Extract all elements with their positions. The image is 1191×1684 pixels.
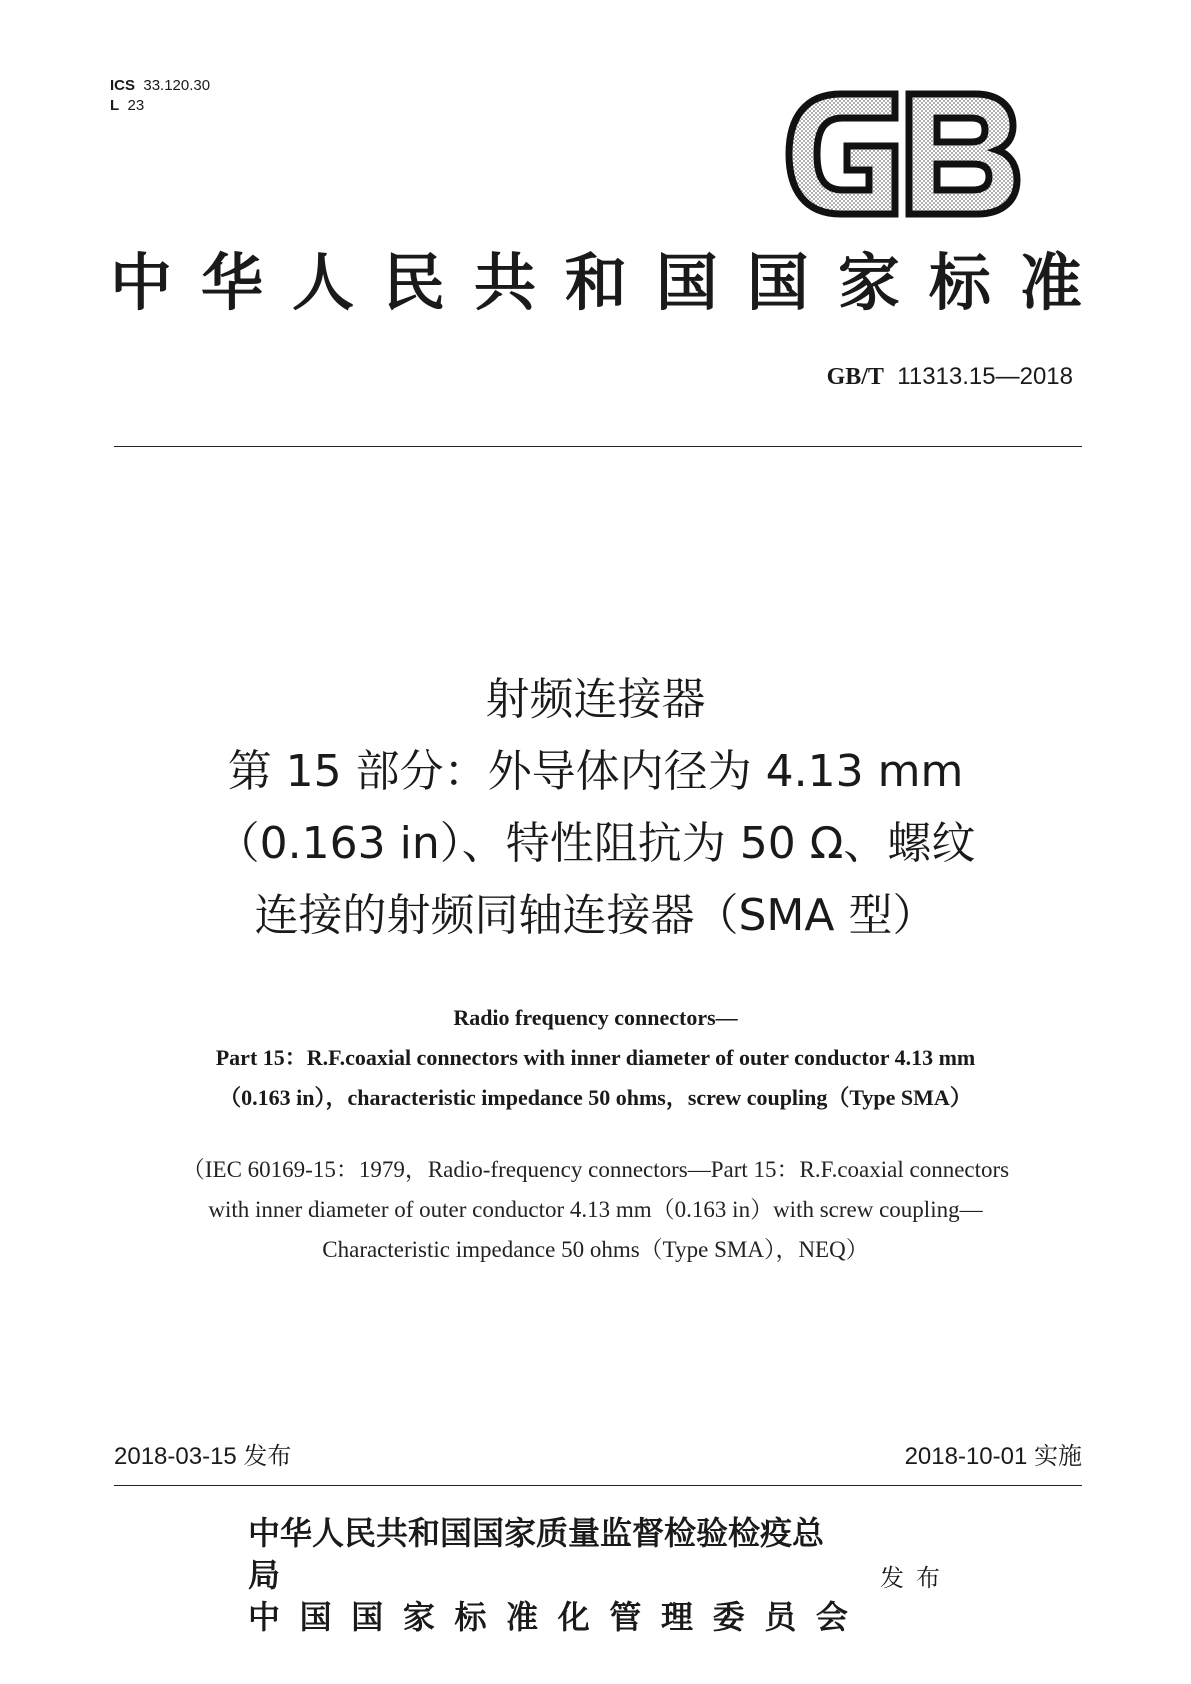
issuer-char: 国 bbox=[351, 1598, 384, 1636]
issuer-char: 准 bbox=[506, 1598, 539, 1636]
issuer-char: 管 bbox=[609, 1598, 642, 1636]
gb-logo-graphic bbox=[783, 88, 1021, 220]
country-standard-title bbox=[110, 248, 1082, 318]
implementation-date: 2018-10-01 实施 bbox=[904, 1443, 1082, 1470]
standard-number-prefix: GB/T bbox=[826, 364, 884, 390]
ccs-value: 23 bbox=[127, 97, 145, 114]
issuer-char: 标 bbox=[454, 1598, 487, 1636]
issue-date: 2018-03-15 发布 bbox=[114, 1443, 292, 1470]
title-char: 华 bbox=[200, 246, 263, 319]
english-title bbox=[0, 998, 1191, 1118]
chinese-title-line-1: 射频连接器 bbox=[485, 674, 706, 725]
title-char: 国 bbox=[746, 246, 809, 319]
title-char: 国 bbox=[655, 246, 718, 319]
standard-number bbox=[827, 362, 1073, 392]
issuer-char: 化 bbox=[557, 1598, 590, 1636]
gb-logo bbox=[783, 88, 1021, 220]
issuer-char: 中 bbox=[248, 1598, 281, 1636]
issuer-char: 家 bbox=[402, 1598, 435, 1636]
iec-reference-line-1: （IEC 60169-15：1979，Radio-frequency connectors—Part 15：R.F.coaxial connectors bbox=[181, 1157, 1010, 1182]
iec-reference-line-2: with inner diameter of outer conductor 4.13 mm（0.163 in）with screw coupling— bbox=[208, 1197, 983, 1222]
ics-code bbox=[110, 76, 210, 96]
english-title-line-2: Part 15：R.F.coaxial connectors with inner diameter of outer conductor 4.13 mm bbox=[215, 1045, 976, 1070]
chinese-title-line-2: 第 15 部分：外导体内径为 4.13 mm bbox=[227, 746, 964, 797]
title-char: 和 bbox=[564, 246, 627, 319]
ccs-label: L bbox=[110, 97, 120, 114]
issuer-char: 会 bbox=[815, 1598, 848, 1636]
header-divider bbox=[114, 446, 1082, 447]
iec-reference bbox=[0, 1150, 1191, 1270]
ccs-code bbox=[110, 96, 210, 116]
date-row bbox=[114, 1442, 1082, 1472]
issuer-char: 委 bbox=[712, 1598, 745, 1636]
title-char: 共 bbox=[473, 246, 536, 319]
title-char: 家 bbox=[837, 246, 900, 319]
classification-codes bbox=[110, 76, 210, 116]
chinese-title bbox=[0, 664, 1191, 952]
english-title-line-1: Radio frequency connectors— bbox=[453, 1005, 738, 1030]
issuer-char: 理 bbox=[661, 1598, 694, 1636]
ics-value: 33.120.30 bbox=[143, 77, 211, 94]
title-char: 民 bbox=[382, 246, 445, 319]
chinese-title-line-4: 连接的射频同轴连接器（SMA 型） bbox=[254, 890, 937, 941]
title-char: 人 bbox=[291, 246, 354, 319]
title-char: 标 bbox=[928, 246, 991, 319]
issuer-char: 员 bbox=[764, 1598, 797, 1636]
iec-reference-line-3: Characteristic impedance 50 ohms（Type SMA），NEQ） bbox=[322, 1237, 869, 1262]
issuer-char: 国 bbox=[299, 1598, 332, 1636]
title-char: 中 bbox=[110, 246, 173, 319]
standard-number-value: 11313.15—2018 bbox=[897, 363, 1073, 390]
english-title-line-3: （0.163 in），characteristic impedance 50 ohms，screw coupling（Type SMA） bbox=[219, 1085, 972, 1110]
issuer-name-2 bbox=[248, 1596, 848, 1638]
issuer-action: 发布 bbox=[880, 1563, 952, 1592]
issuer-block bbox=[248, 1512, 952, 1638]
issuer-name-1: 中华人民共和国国家质量监督检验检疫总局 bbox=[248, 1514, 825, 1594]
chinese-title-line-3: （0.163 in）、特性阻抗为 50 Ω、螺纹 bbox=[215, 818, 976, 869]
issuer-names bbox=[248, 1512, 848, 1638]
ics-label: ICS bbox=[110, 77, 136, 94]
title-char: 准 bbox=[1019, 246, 1082, 319]
footer-divider bbox=[114, 1485, 1082, 1486]
